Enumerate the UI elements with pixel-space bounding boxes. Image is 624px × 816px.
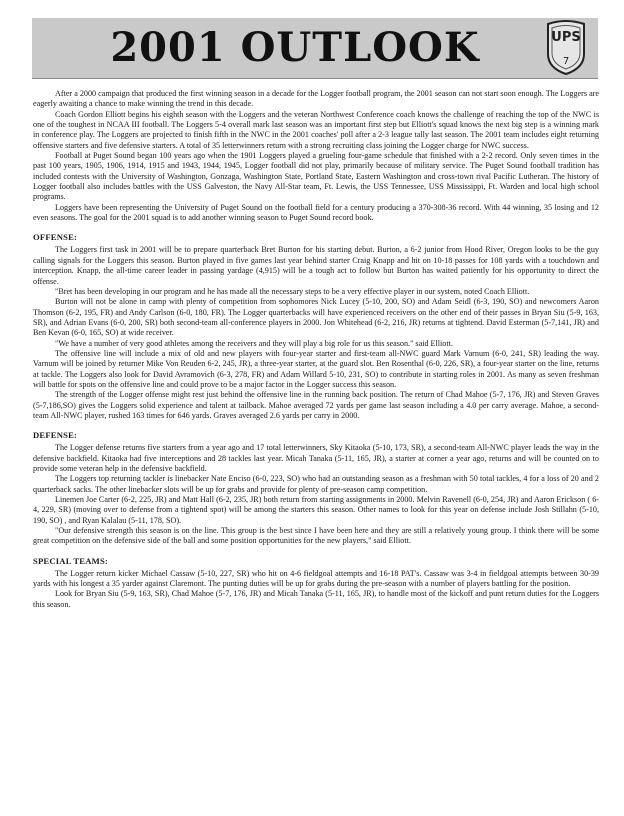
page-title: 2001 OUTLOOK xyxy=(110,24,480,71)
offense-paragraph: "Bret has been developing in our program and he has made all the necessary steps to be a very effective player in our system, noted Coach Elliott. xyxy=(55,286,530,296)
defense-paragraph: Linemen Joe Carter (6-2, 225, JR) and Matt Hall (6-2, 235, JR) both return from starting assignments in 2000. Melvin Ravenell (6-0, 254, JR) and Aaron Erickson ( 6-4, 229, SR) (moving over to defense from a tightend spot) will be among the starters this season. Other names to look for this year on defense include Josh Stillahn (5-10, 190, SO) , and Ryan Kalalau (5-11, 178, SO). xyxy=(33,495,599,525)
offense-heading: OFFENSE: xyxy=(33,232,78,243)
special-teams-paragraph: The Logger return kicker Michael Cassaw (5-10, 227, SR) who hit on 4-6 fieldgoal attempts and 16-18 PAT's. Cassaw was 3-4 in fieldgoal attempts between 30-39 yards with his longest a 35 yarder against Claremont. The punting duties will be up for grabs during the pre-season with a number of players battling for the position. xyxy=(33,568,599,589)
defense-heading: DEFENSE: xyxy=(33,430,78,441)
special-teams-heading: SPECIAL TEAMS: xyxy=(33,555,108,566)
defense-paragraph: The Logger defense returns five starters from a year ago and 17 total letterwinners, Sky Kitaoka (5-10, 173, SR), a second-team All-NWC player leads the way in the defensive backfield. Kitaoka had five interceptions and 28 tackles last year. Micah Tanaka (5-11, 165, JR), a starter at corner a year ago, returns and will be counted on to provide some veteran help in the defensive backfield. xyxy=(33,443,599,473)
defense-paragraph: "Our defensive strength this season is on the line. This group is the best since I have been here and they are still a relatively young group. I think there will be some great competition on the defensive side of the ball and some position opportunities for the new players," said Elliott. xyxy=(33,526,599,546)
article-body xyxy=(33,89,599,610)
page-number: 7 xyxy=(562,56,570,67)
offense-paragraph: Burton will not be alone in camp with plenty of competition from sophomores Nick Lucey (5-10, 200, SO) and Adam Seidl (6-3, 190, SO) and newcomers Aaron Thomson (6-2, 195, FR) and Andy Carlson (6-0, 180, FR). The Logger quarterbacks will have experienced receivers on the other end of their passes in Bryan Siu (5-9, 163, SR), and Adrian Evans (6-0, 200, SR) both second-team all-conference players in 2000. Jon Whitehead (6-2, 216, JR) returns at tightend. David Esterman (5-7,141, JR) and Ben Kevan (6-0, 165, SO) at wide receiver. xyxy=(33,297,599,338)
special-teams-paragraph: Look for Bryan Siu (5-9, 163, SR), Chad Mahoe (5-7, 176, JR) and Micah Tanaka (5-11, 165, JR), to handle most of the kickoff and punt return duties for the Loggers this season. xyxy=(33,589,599,609)
offense-paragraph: The Loggers first task in 2001 will be to prepare quarterback Bret Burton for his starting debut. Burton, a 6-2 junior from Hood River, Oregon looks to be the guy calling signals for the Loggers this season. Burton played in five games last year behind starter Craig Knapp and hit on 10-18 passes for 108 yards with a touchdown and interception. Knapp, the all-time career leader in passing yardage (4,915) will be a tough act to follow but Burton has waited patiently for his opportunity to direct the offense. xyxy=(33,245,599,286)
title-banner xyxy=(32,18,598,79)
ups-logo xyxy=(545,20,587,76)
intro-paragraph: Coach Gordon Elliott begins his eighth season with the Loggers and the veteran Northwest Conference coach knows the challenge of reaching the top of the NWC is one of the toughest in NCAA III football. The Loggers 5-4 overall mark last season was an important first step but Elliott's squad knows the next big step is a winning mark in conference play. The Loggers are projected to finish fifth in the NWC in the 2001 coaches' poll after a 2-3 league tally last season. The 2001 team includes eight returning offensive starters and five defensive starters. A total of 35 letterwinners return with a strong recruiting class joining the Logger charge for NWC success. xyxy=(33,109,599,150)
logo-text: UPS xyxy=(551,30,581,45)
logo-shield-icon xyxy=(545,20,587,76)
offense-paragraph: The offensive line will include a mix of old and new players with four-year starter and first-team all-NWC guard Mark Varnum (6-0, 241, SR) leading the way. Varnum will be joined by returner Mike Von Reuden 6-2, 245, JR), a three-year starter, at the guard slot. Ben Rosenthal (6-0, 226, SR), a four-year starter on the line, returns at tackle. The Loggers also look for David Avramovich (6-3, 278, FR) and Adam Willard 5-10, 231, SO) to contribute in starting roles in 2001. As many as seven freshman will battle for spots on the offensive line and could prove to be a major factor in the Logger success this season. xyxy=(33,348,599,389)
intro-paragraph: After a 2000 campaign that produced the first winning season in a decade for the Logger football program, the 2001 season can not start soon enough. The Loggers are eagerly awaiting a chance to make winning the trend in this decade. xyxy=(33,89,599,109)
offense-paragraph: "We have a number of very good athletes among the receivers and they will play a big role for us this season." said Elliott. xyxy=(55,338,453,348)
intro-paragraph: Football at Puget Sound began 100 years ago when the 1901 Loggers played a grueling four-game schedule that finished with a 2-2 record. Only seven times in the past 100 years, 1905, 1906, 1914, 1915 and 1943, 1944, 1945, Logger football did not play, primarily because of military service. The Puget Sound football tradition has included contests with the University of Washington, Gonzaga, Washington State, Portland State, Eastern Washington and cross-town rival Pacific Lutheran. The history of Logger football also includes battles with the USS Galveston, the Navy All-Star team, Ft. Lewis, the USS Tennessee, USS Mississippi, Ft. Warden and local high school programs. xyxy=(33,151,599,202)
offense-paragraph: The strength of the Logger offense might rest just behind the offensive line in the running back position. The return of Chad Mahoe (5-7, 176, JR) and Steven Graves (5-7,186,SO) gives the Loggers solid experience and talent at tailback. Mahoe averaged 72 yards per game last season including a 4.0 per carry average. Mahoe, a second-team All-NWC player, rushed 163 times for 646 yards. Graves averaged 2.6 yards per carry in 2000. xyxy=(33,390,599,420)
defense-paragraph: The Loggers top returning tackler is linebacker Nate Enciso (6-0, 223, SO) who had an outstanding season as a freshman with 50 total tackles, 4 for a loss of 20 and 2 quarterback sacks. The other linebacker slots will be up for grabs and provide for plenty of pre-season camp competition. xyxy=(33,474,599,494)
intro-paragraph: Loggers have been representing the University of Puget Sound on the football field for a century producing a 370-308-36 record. With 44 winning, 35 losing and 12 even seasons. The goal for the 2001 squad is to add another winning season to Puget Sound record book. xyxy=(33,202,599,223)
